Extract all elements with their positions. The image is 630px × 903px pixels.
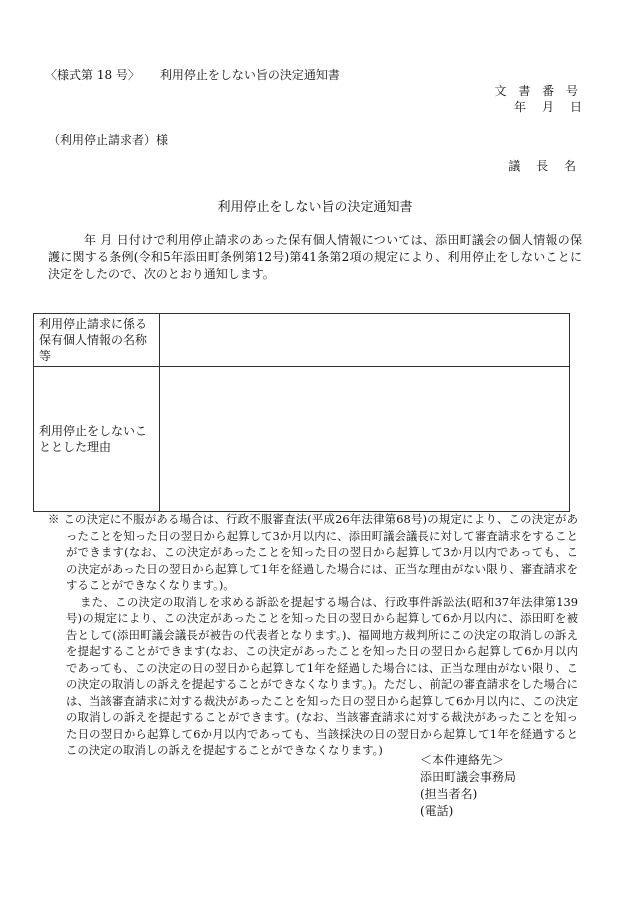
contact-heading: ＜本件連絡先＞ (420, 753, 505, 767)
contact-block (420, 752, 516, 820)
note-lawsuit: また、この決定の取消しを求める訴訟を提起する場合は、行政事件訴訟法(昭和37年法律第139号)の規定により、この決定があったことを知った日の翌日から起算して6か月以内に、添田町を被告として(添田町議会議長が被告の代表者となります。)、福岡地方裁判所にこの決定の取消しの訴えを提起することができます(なお、この決定があったことを知った日の翌日から起算して6か月以内であっても、この決定の日の翌日から起算して1年を経過した場合には、正当な理由がない限り、この決定の取消しの訴えを提起することができなくなります。)。ただし、前記の審査請求をした場合には、当該審査請求に対する裁決があったことを知った日の翌日から起算して6か月以内に、この決定の取消しの訴えを提起することができます。(なお、当該審査請求に対する裁決があったことを知った日の翌日から起算して6か月以内であっても、当該採決の日の翌日から起算して1年を経過するとこの決定の取消しの訴えを提起することができなくなります。) (66, 594, 578, 757)
table-row (34, 367, 570, 512)
note-appeal: ※ この決定に不服がある場合は、行政不服審査法(平成26年法律第68号)の規定により、この決定があったことを知った日の翌日から起算して3か月以内に、添田町議会議長に対して審査請求をすることができます(なお、この決定があったことを知った日の翌日から起算して3か月以内であっても、この決定があった日の翌日から起算して1年を経過した場合には、正当な理由がない限り、審査請求をすることができなくなります。)。 (48, 512, 578, 592)
issue-date (498, 98, 582, 115)
contact-person: (担当者名) (420, 787, 478, 801)
form-header-title: 利用停止をしない旨の決定通知書 (159, 68, 340, 82)
addressee: （利用停止請求者）様 (48, 133, 169, 147)
table-label-name: 利用停止請求に係る保有個人情報の名称等 (34, 314, 160, 367)
contact-office: 添田町議会事務局 (420, 770, 517, 784)
document-title: 利用停止をしない旨の決定通知書 (217, 200, 413, 215)
notes (48, 511, 578, 759)
table-row (34, 314, 570, 367)
date-day: 日 (569, 100, 582, 114)
form-header (45, 66, 340, 83)
date-month: 月 (541, 100, 554, 114)
info-table (33, 313, 570, 512)
contact-phone: (電話) (420, 804, 454, 818)
date-year: 年 (513, 100, 526, 114)
table-value-reason[interactable] (160, 367, 570, 512)
form-number: 〈様式第 18 号〉 (45, 68, 140, 82)
sender: 議 長 名 (508, 159, 582, 173)
table-label-reason: 利用停止をしないこととした理由 (34, 367, 160, 512)
table-value-name[interactable] (160, 314, 570, 367)
document-number: 文 書 番 号 (494, 84, 582, 98)
body-text: 年 月 日付けで利用停止請求のあった保有個人情報については、添田町議会の個人情報の保護に関する条例(令和5年添田町条例第12号)第41条第2項の規定により、利用停止をしないことに決定をしたので、次のとおり通知します。 (48, 233, 582, 281)
